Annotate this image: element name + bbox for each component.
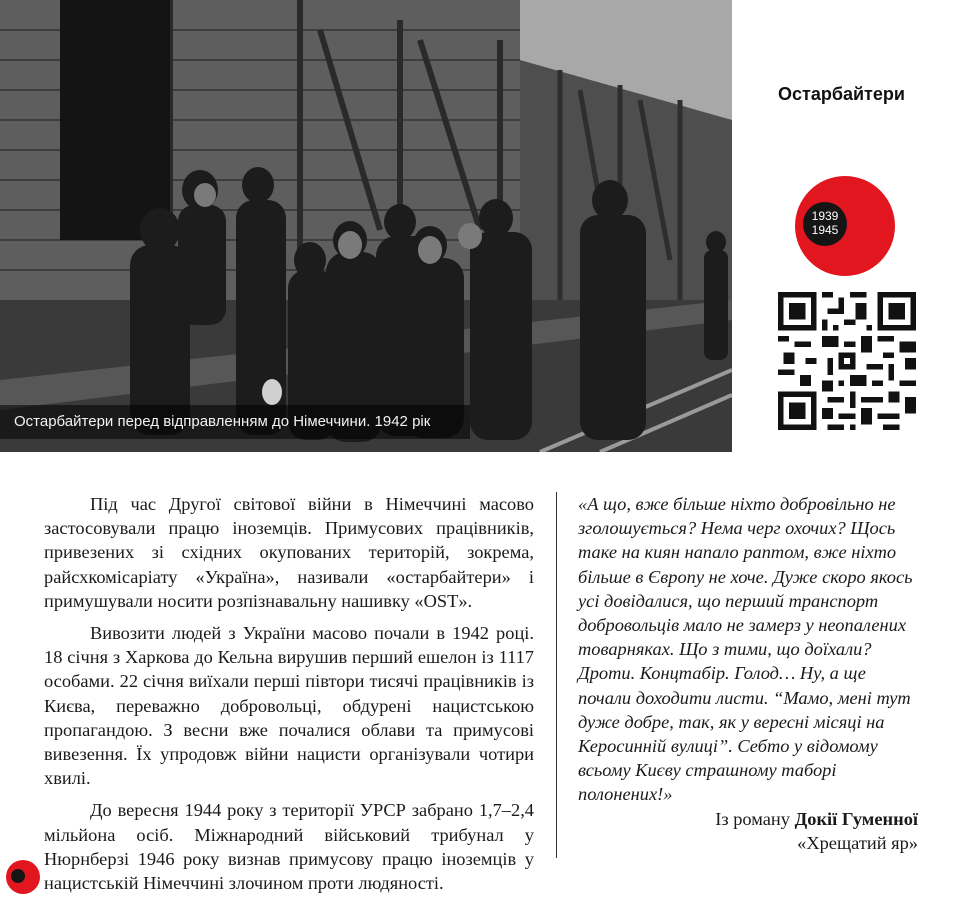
photo-scene [0, 0, 732, 452]
quote-author: Докії Гуменної [794, 809, 918, 829]
memorial-badge [795, 176, 895, 276]
column-divider [556, 492, 557, 858]
wartime-photo [0, 0, 732, 452]
badge-year-end: 1945 [811, 223, 839, 237]
article-paragraph: Вивозити людей з України масово почали в 1942 році. 18 січня з Харкова до Кельна вирушив перший ешелон із 1117 особами. 22 січня виїхали перші півтори тисячі працівників із Києва, переважно добровольці, обдурені нацистською пропагандою. З весни вже почалися облави та примусові вивезення. Їх упродовж війни нацисти організували чотири хвилі. [44, 623, 534, 789]
section-title: Остарбайтери [778, 84, 905, 104]
badge-year-start: 1939 [811, 209, 839, 223]
article-paragraph: До вересня 1944 року з території УРСР забрано 1,7–2,4 мільйона осіб. Міжнародний військовий трибунал у Нюрнберзі 1946 року визнав примусову працю іноземців у нацистській Німеччині злочином проти людяності. [44, 800, 534, 894]
quote-work-title: «Хрещатий яр» [797, 833, 918, 854]
quote-attribution [715, 807, 918, 855]
attribution-prefix: Із роману [715, 809, 790, 829]
photo-caption: Остарбайтери перед відправленням до Німеччини. 1942 рік [0, 405, 470, 439]
qr-code[interactable] [778, 292, 916, 430]
novel-quote [578, 492, 923, 807]
corner-badge-icon [6, 860, 40, 894]
article-paragraph: Під час Другої світової війни в Німеччині масово застосовували працю іноземців. Примусових працівників, привезених зі східних окупованих територій, зокрема, райсхкомісаріату «Україна», називали «остарбайтери» і примушували носити розпізнавальну нашивку «OST». [44, 494, 534, 611]
main-article [44, 492, 534, 903]
quote-text: «А що, вже більше ніхто добровільно не зголошується? Нема черг охочих? Щось таке на киян напало раптом, вже ніхто більше в Європу не хоче. Дуже скоро якось усі довідалися, що перший транспорт добровольців мало не замерз у неопалених товарняках. Що з тими, що доїхали? Дроти. Концтабір. Голод… Ну, а ще почали доходити листи. “Мамо, мені тут дуже добре, так, як у вересні місяці на Керосинній вулиці”. Себто у відомому всьому Києву страшному таборі полонених!» [578, 494, 913, 805]
